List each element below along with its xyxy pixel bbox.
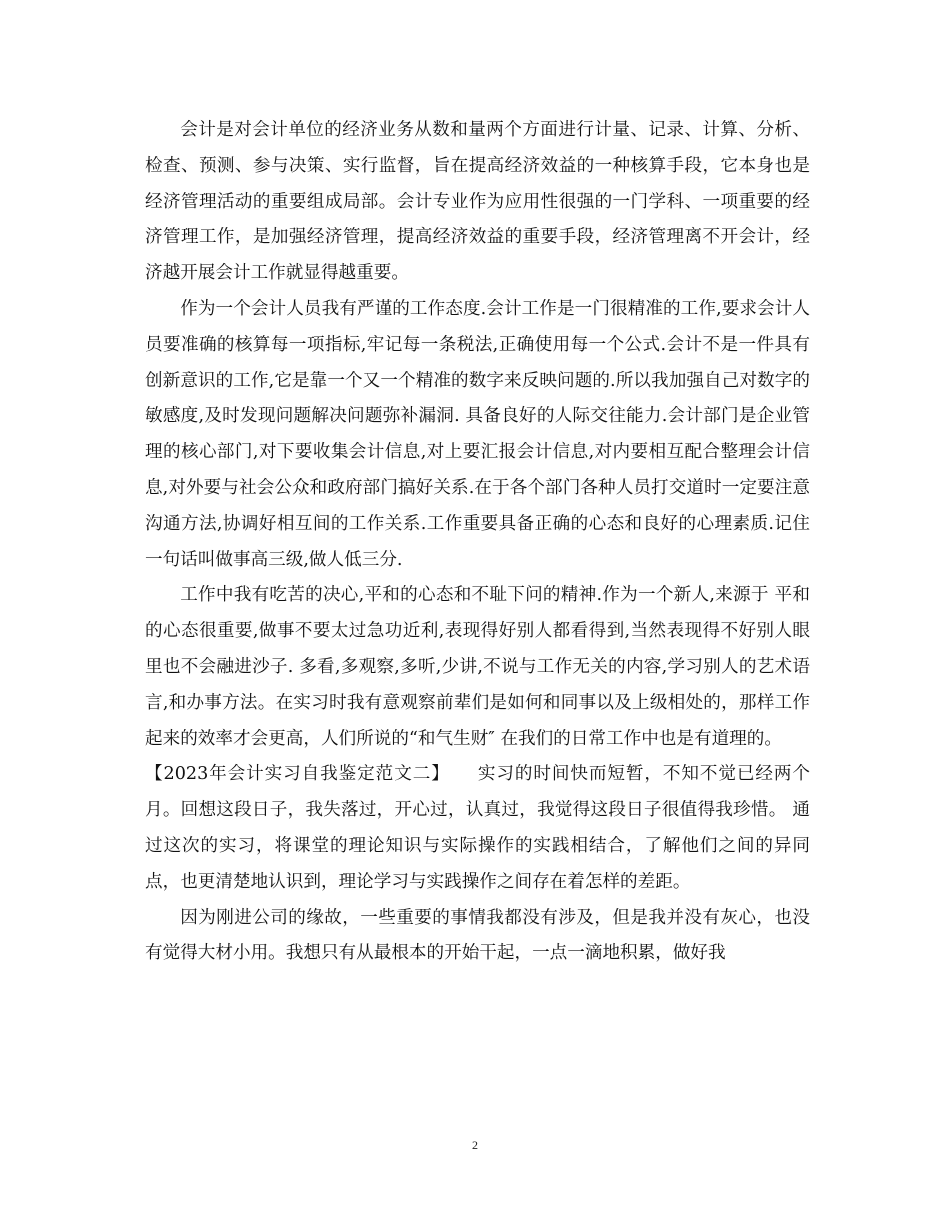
document-page	[145, 113, 810, 972]
paragraph-sample-two-heading: 【2023年会计实习自我鉴定范文二】 实习的时间快而短暂，不知不觉已经两个月。回想这段日子，我失落过，开心过，认真过，我觉得这段日子很值得我珍惜。 通过这次的实习，将课堂的理论知识与实际操作的实践相结合，了解他们之间的异同点，也更清楚地认识到，理论学习与实践操作之间存在着怎样的差距。	[145, 764, 810, 892]
paragraph-work-attitude: 作为一个会计人员我有严谨的工作态度.会计工作是一门很精准的工作,要求会计人员要准确的核算每一项指标,牢记每一条税法,正确使用每一个公式.会计不是一件具有创新意识的工作,它是靠一个又一个精准的数字来反映问题的.所以我加强自己对数字的敏感度,及时发现问题解决问题弥补漏洞. 具备良好的人际交往能力.会计部门是企业管理的核心部门,对下要收集会计信息,对上要汇报会计信息,对内要相互配合整理会计信息,对外要与社会公众和政府部门搞好关系.在于各个部门各种人员打交道时一定要注意沟通方法,协调好相互间的工作关系.工作重要具备正确的心态和良好的心理素质.记住一句话叫做事高三级,做人低三分.	[145, 298, 810, 570]
paragraph-accounting-definition: 会计是对会计单位的经济业务从数和量两个方面进行计量、记录、计算、分析、检查、预测、参与决策、实行监督，旨在提高经济效益的一种核算手段，它本身也是经济管理活动的重要组成局部。会计专业作为应用性很强的一门学科、一项重要的经济管理工作，是加强经济管理，提高经济效益的重要手段，经济管理离不开会计，经济越开展会计工作就显得越重要。	[145, 120, 810, 284]
paragraph-new-employee: 因为刚进公司的缘故，一些重要的事情我都没有涉及，但是我并没有灰心，也没有觉得大材小用。我想只有从最根本的开始干起，一点一滴地积累，做好我	[145, 907, 810, 964]
paragraph-hardworking-spirit: 工作中我有吃苦的决心,平和的心态和不耻下问的精神.作为一个新人,来源于 平和的心态很重要,做事不要太过急功近利,表现得好别人都看得到,当然表现得不好别人眼里也不会融进沙子. 多看,多观察,多听,少讲,不说与工作无关的内容,学习别人的艺术语言,和办事方法。在实习时我有意观察前辈们是如何和同事以及上级相处的，那样工作起来的效率才会更高，人们所说的“和气生财″ 在我们的日常工作中也是有道理的。	[145, 585, 810, 749]
page-number: 2	[472, 1138, 478, 1152]
